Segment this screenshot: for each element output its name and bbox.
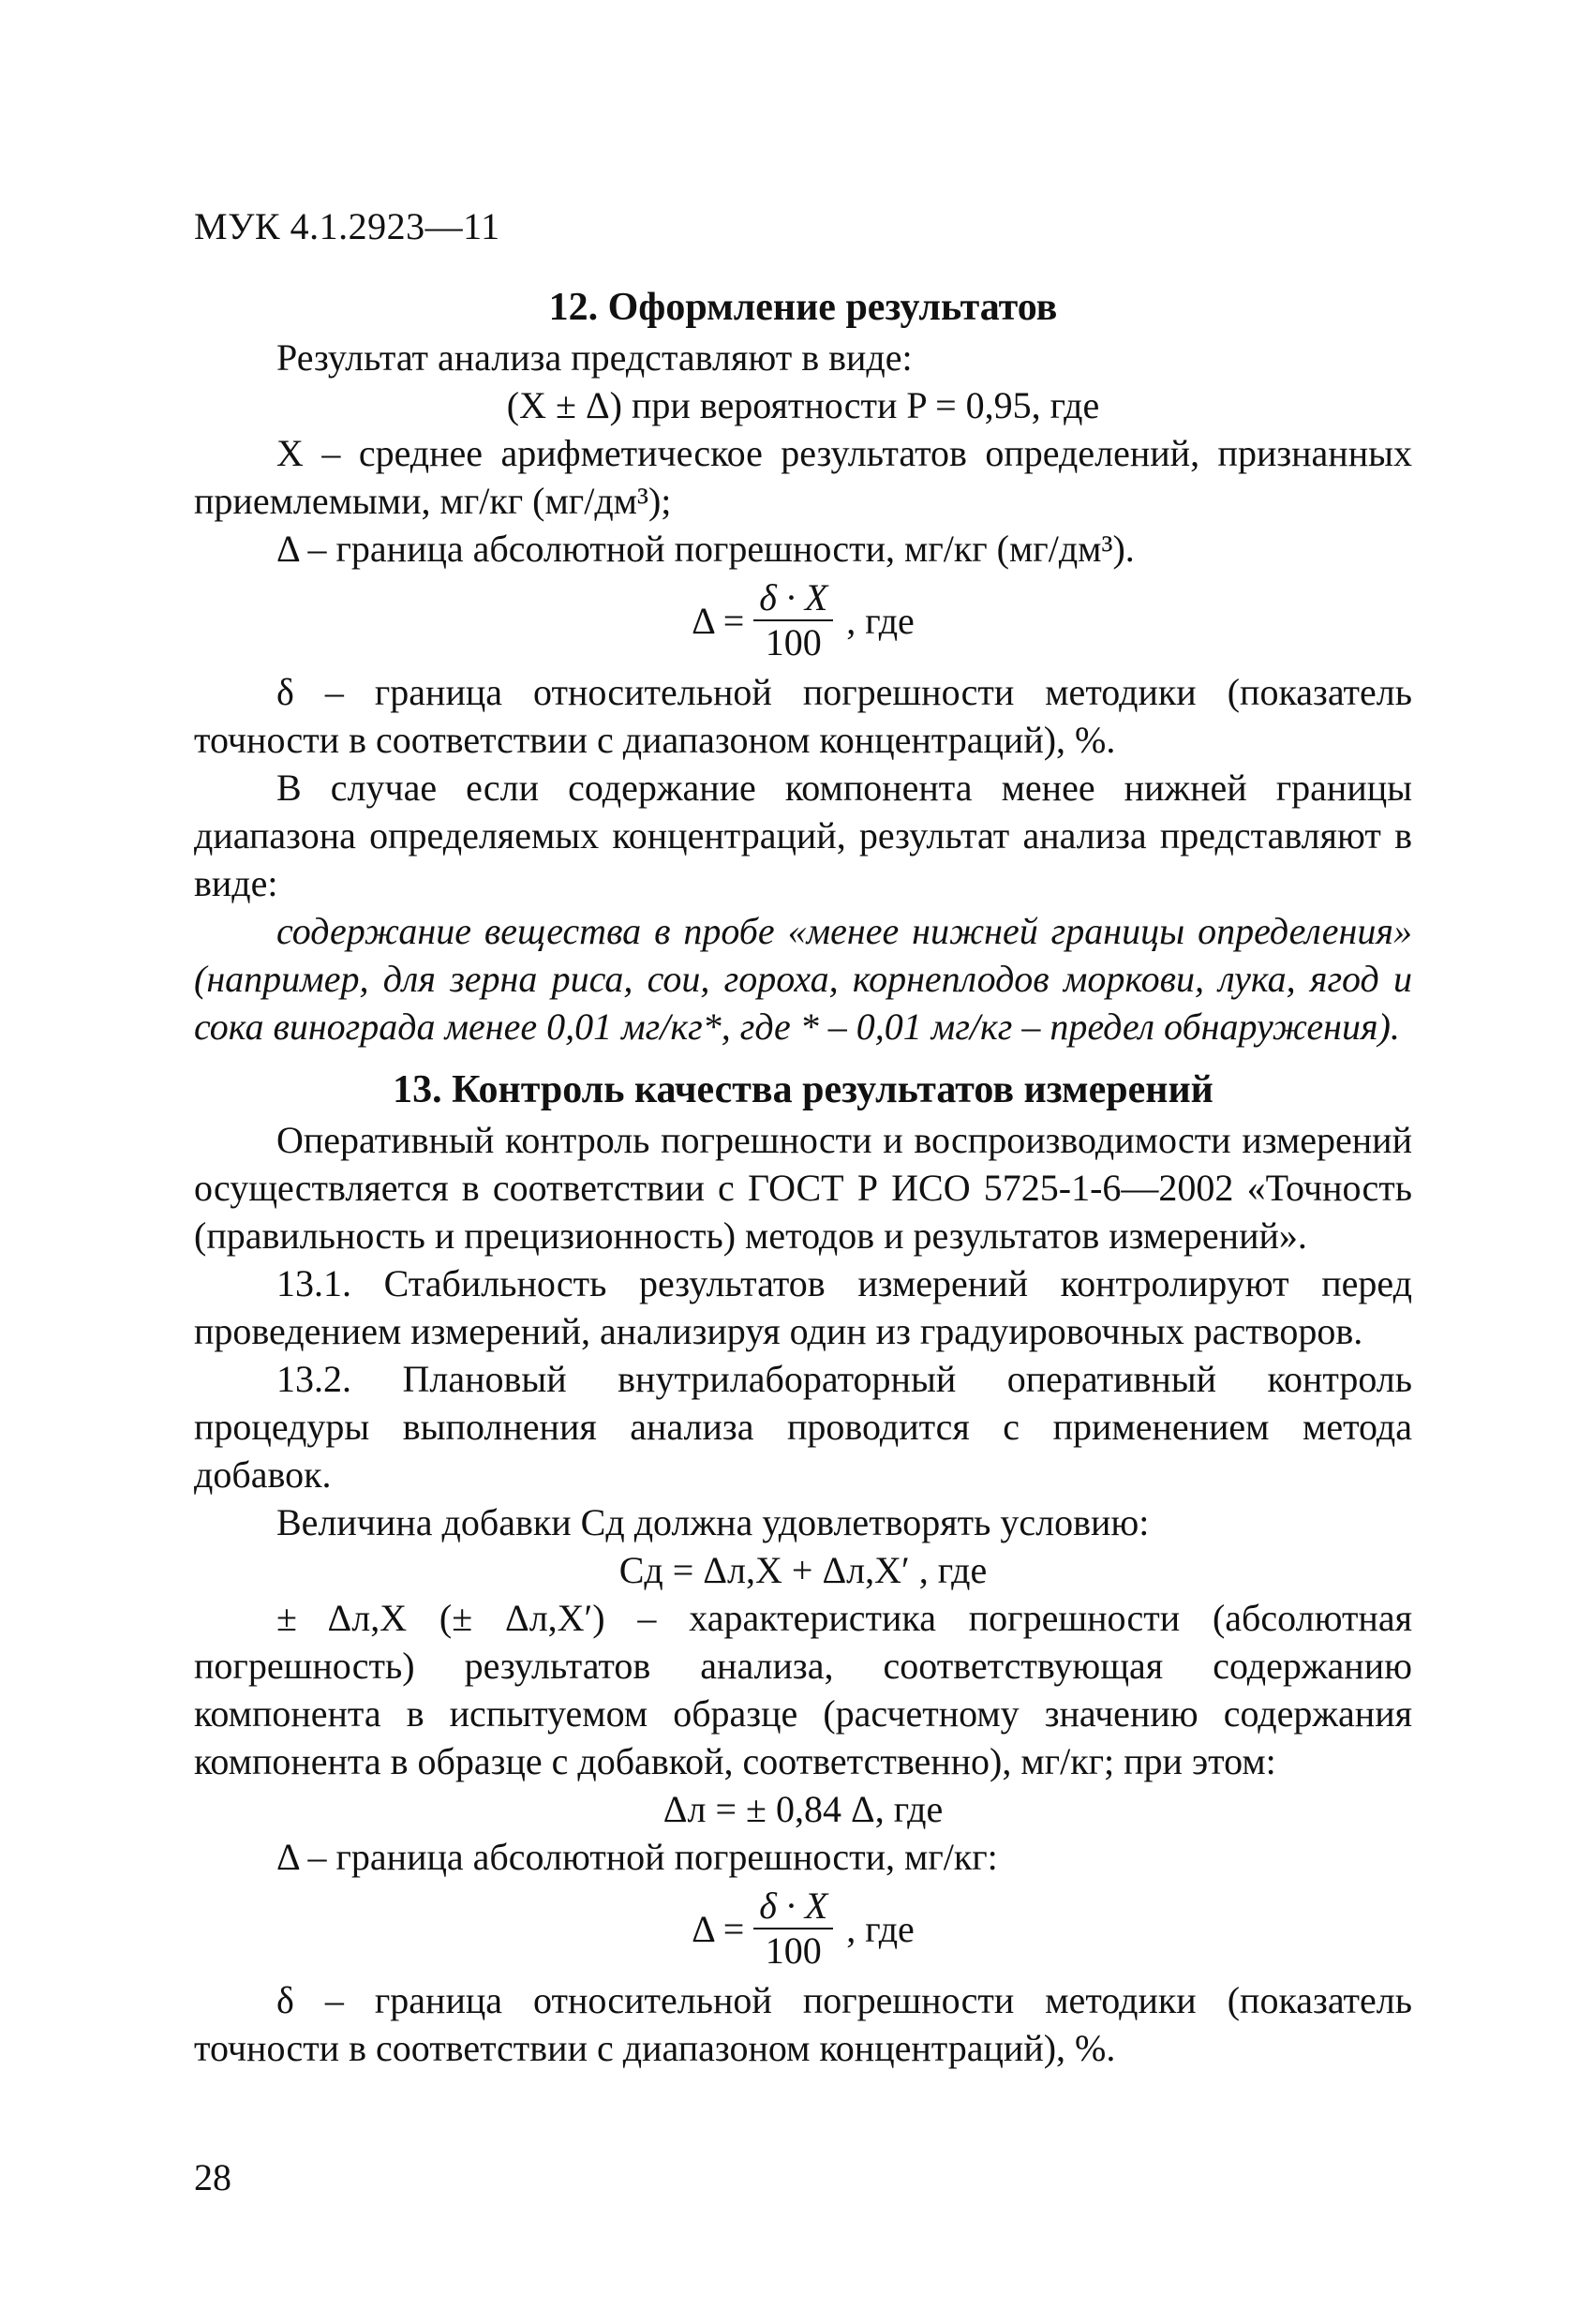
document-code: МУК 4.1.2923—11 [194, 205, 500, 247]
delta-formula-lhs: Δ = [692, 599, 745, 642]
paragraph-13-1: 13.1. Стабильность результатов измерений контролируют перед проведением измерений, анализируя один из градуировочных растворов. [194, 1262, 1412, 1352]
delta-formula [194, 576, 1412, 664]
delta-denominator: 100 [765, 621, 822, 663]
cd-formula: Сд = Δл,X + Δл,X′ , где [618, 1549, 988, 1591]
paragraph-13-2: 13.2. Плановый внутрилабораторный оперативный контроль процедуры выполнения анализа проводится с применением метода добавок. [194, 1358, 1412, 1496]
delta-formula-tail: , где [846, 599, 915, 642]
delta-formula-2-lhs: Δ = [692, 1907, 745, 1950]
dl-formula: Δл = ± 0,84 Δ, где [663, 1788, 944, 1830]
section-13-title: 13. Контроль качества результатов измерений [393, 1068, 1213, 1111]
characteristic-definition: ± Δл,X (± Δл,X′) – характеристика погрешности (абсолютная погрешность) результатов анализа, соответствующая содержанию компонента в испытуемом образце (расчетному значению содержания компонента в образце с добавкой, соответственно), мг/кг; при этом: [194, 1597, 1412, 1782]
low-case-paragraph: В случае если содержание компонента менее нижней границы диапазона определяемых концентраций, результат анализа представляют в виде: [194, 767, 1412, 904]
section-12-intro: Результат анализа представляют в виде: [276, 336, 913, 379]
result-formula: (X ± Δ) при вероятности P = 0,95, где [506, 384, 1100, 426]
delta-formula-2 [194, 1885, 1412, 1973]
x-definition: X – среднее арифметическое результатов определений, признанных приемлемыми, мг/кг (мг/дм³); [194, 432, 1412, 522]
delta-fraction [753, 576, 833, 664]
delta-numerator-2: δ · X [753, 1885, 833, 1929]
content-column [194, 281, 1412, 2072]
sigma-definition-2: δ – граница относительной погрешности методики (показатель точности в соответствии с диапазоном концентраций), %. [194, 1979, 1412, 2069]
delta-denominator-2: 100 [765, 1929, 822, 1972]
additive-condition: Величина добавки Сд должна удовлетворять условию: [276, 1501, 1150, 1543]
delta-formula-2-tail: , где [846, 1907, 915, 1950]
delta-definition: Δ – граница абсолютной погрешности, мг/кг (мг/дм³). [276, 528, 1135, 570]
low-case-italic: содержание вещества в пробе «менее нижней границы определения» (например, для зерна риса, сои, гороха, корнеплодов моркови, лука, ягод и сока винограда менее 0,01 мг/кг*, где * – 0,01 мг/кг – предел обнаружения). [194, 910, 1412, 1048]
delta-definition-2: Δ – граница абсолютной погрешности, мг/кг: [276, 1836, 998, 1878]
page-number: 28 [194, 2156, 231, 2198]
section-12-title: 12. Оформление результатов [548, 286, 1058, 329]
delta-numerator: δ · X [753, 576, 833, 621]
sigma-definition: δ – граница относительной погрешности методики (показатель точности в соответствии с диапазоном концентраций), %. [194, 671, 1412, 761]
section-13-intro: Оперативный контроль погрешности и воспроизводимости измерений осуществляется в соответствии с ГОСТ Р ИСО 5725-1-6—2002 «Точность (правильность и прецизионность) методов и результатов измерений». [194, 1119, 1412, 1257]
delta-fraction-2 [753, 1885, 833, 1973]
